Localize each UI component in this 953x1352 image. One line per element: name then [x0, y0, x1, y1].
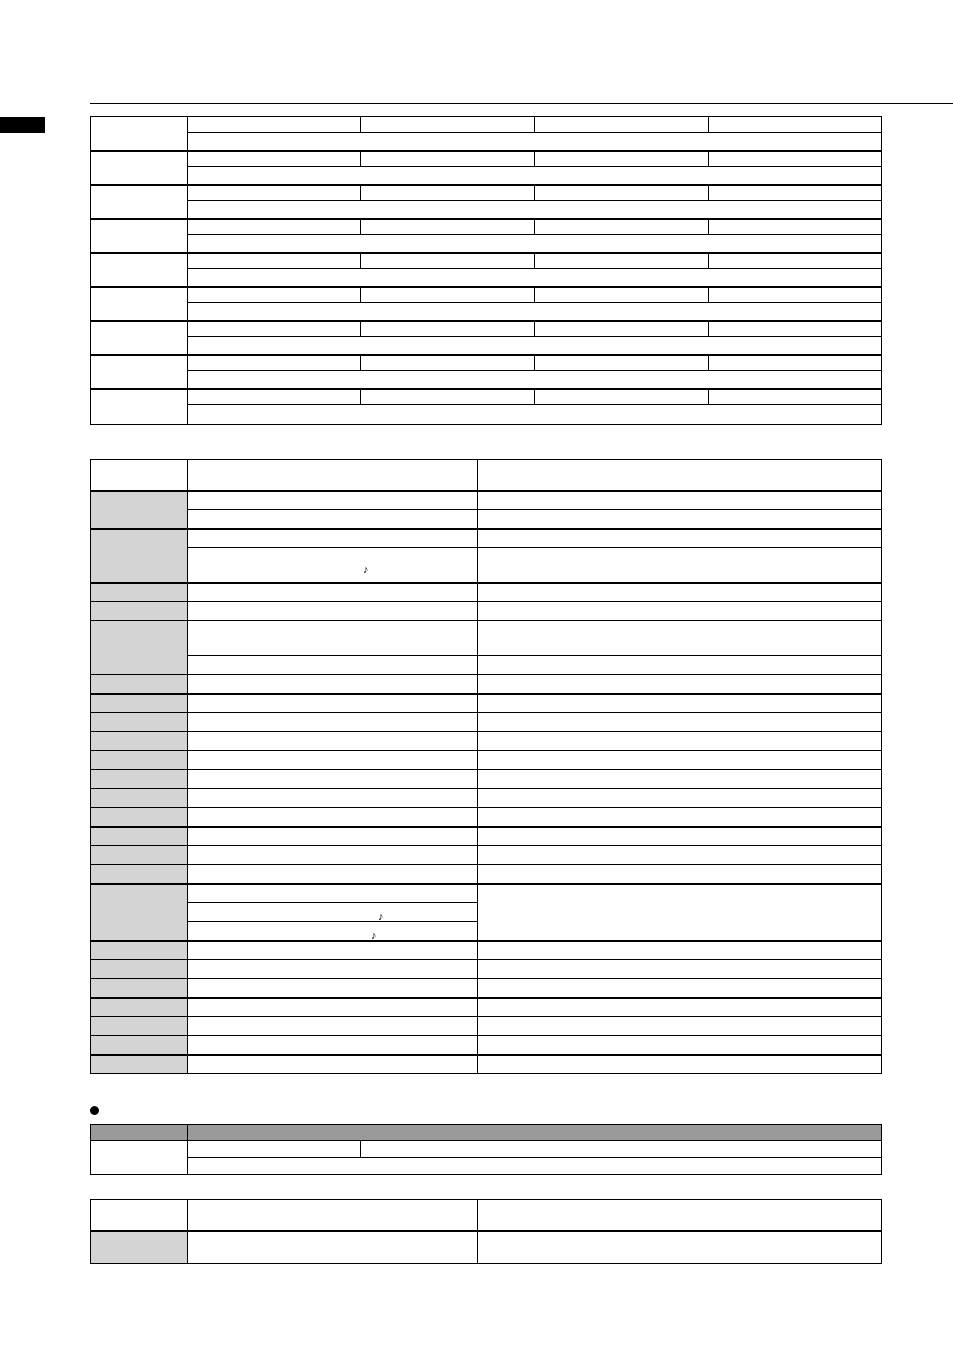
value-cell	[535, 185, 709, 201]
table-row	[91, 1017, 882, 1036]
value-cell	[535, 355, 709, 371]
value-cell	[361, 355, 535, 371]
value-cell	[709, 389, 882, 405]
parameter-table-small	[90, 1124, 882, 1175]
value-cell	[709, 321, 882, 337]
value-cell-wide	[188, 201, 882, 219]
value-cell	[535, 151, 709, 167]
table-row	[91, 235, 882, 253]
value-cell	[535, 219, 709, 235]
value-cell	[535, 117, 709, 133]
row-label-cell	[91, 287, 188, 321]
table-row	[91, 405, 882, 425]
value-cell-wide	[188, 235, 882, 253]
table-row	[91, 337, 882, 355]
value-cell	[361, 117, 535, 133]
table-row	[91, 694, 882, 713]
table-row	[91, 491, 882, 510]
table-row	[91, 770, 882, 789]
value-cell	[535, 389, 709, 405]
value-cell	[188, 389, 361, 405]
value-cell	[361, 151, 535, 167]
value-cell	[188, 355, 361, 371]
table-row	[91, 1200, 882, 1231]
table-row	[91, 979, 882, 998]
table-row	[91, 303, 882, 321]
value-cell-wide	[188, 167, 882, 185]
table-row	[91, 389, 882, 405]
row-label-cell	[91, 151, 188, 185]
table-row	[91, 732, 882, 751]
table-row	[91, 287, 882, 303]
value-cell	[188, 151, 361, 167]
row-label-cell	[91, 321, 188, 355]
table-row	[91, 185, 882, 201]
row-label-cell	[91, 219, 188, 253]
value-cell-wide	[188, 337, 882, 355]
value-cell	[709, 355, 882, 371]
value-cell	[361, 219, 535, 235]
table-row	[91, 583, 882, 602]
value-cell	[361, 253, 535, 269]
table-row	[91, 1158, 882, 1175]
value-cell	[709, 287, 882, 303]
value-cell	[188, 117, 361, 133]
table-row	[91, 460, 882, 491]
table-row	[91, 865, 882, 884]
table-row	[91, 253, 882, 269]
table-row	[91, 998, 882, 1017]
value-cell-wide	[188, 269, 882, 287]
value-cell	[709, 253, 882, 269]
table-row	[91, 827, 882, 846]
table-row	[91, 960, 882, 979]
row-label-cell	[91, 117, 188, 151]
table-row	[91, 602, 882, 621]
row-label-cell	[91, 355, 188, 389]
parameter-table-main	[90, 459, 882, 1074]
value-cell	[535, 287, 709, 303]
value-cell	[361, 287, 535, 303]
table-row	[91, 321, 882, 337]
table-row	[91, 656, 882, 675]
table-row	[91, 548, 882, 583]
value-cell	[188, 219, 361, 235]
value-cell	[535, 321, 709, 337]
value-cell	[188, 287, 361, 303]
table-row	[91, 529, 882, 548]
table-row	[91, 133, 882, 151]
value-cell	[188, 253, 361, 269]
table-row	[91, 621, 882, 656]
parameter-table-top	[90, 116, 882, 425]
header-rule	[90, 103, 953, 104]
row-label-cell	[91, 389, 188, 425]
page-tab-marker	[0, 117, 45, 133]
value-cell	[709, 151, 882, 167]
table-row	[91, 675, 882, 694]
section-bullet-icon	[90, 1106, 99, 1115]
value-cell	[709, 219, 882, 235]
value-cell	[188, 185, 361, 201]
table-row	[91, 941, 882, 960]
value-cell	[709, 185, 882, 201]
value-cell-wide	[188, 303, 882, 321]
table-row	[91, 1055, 882, 1074]
note-icon: ♪	[363, 563, 369, 576]
value-cell-wide	[188, 133, 882, 151]
parameter-table-bottom	[90, 1199, 882, 1264]
table-row	[91, 1036, 882, 1055]
table-row	[91, 1231, 882, 1264]
table-row	[91, 713, 882, 732]
value-cell	[535, 253, 709, 269]
table-row	[91, 269, 882, 287]
row-label-cell	[91, 253, 188, 287]
table-row	[91, 167, 882, 185]
table-row	[91, 789, 882, 808]
table-row	[91, 219, 882, 235]
table-row	[91, 846, 882, 865]
table-row	[91, 151, 882, 167]
row-label-cell	[91, 185, 188, 219]
value-cell	[361, 389, 535, 405]
value-cell	[361, 321, 535, 337]
table-row	[91, 117, 882, 133]
table-header-row	[91, 1125, 882, 1141]
value-cell	[361, 185, 535, 201]
table-row	[91, 201, 882, 219]
table-row	[91, 1141, 882, 1158]
value-cell	[709, 117, 882, 133]
table-row	[91, 355, 882, 371]
table-row	[91, 884, 882, 903]
value-cell-wide	[188, 371, 882, 389]
note-icon: ♪	[378, 911, 384, 923]
value-cell	[188, 321, 361, 337]
table-row	[91, 751, 882, 770]
table-row	[91, 808, 882, 827]
table-row	[91, 510, 882, 529]
value-cell-wide	[188, 405, 882, 425]
table-row	[91, 371, 882, 389]
note-icon: ♪	[371, 929, 377, 942]
